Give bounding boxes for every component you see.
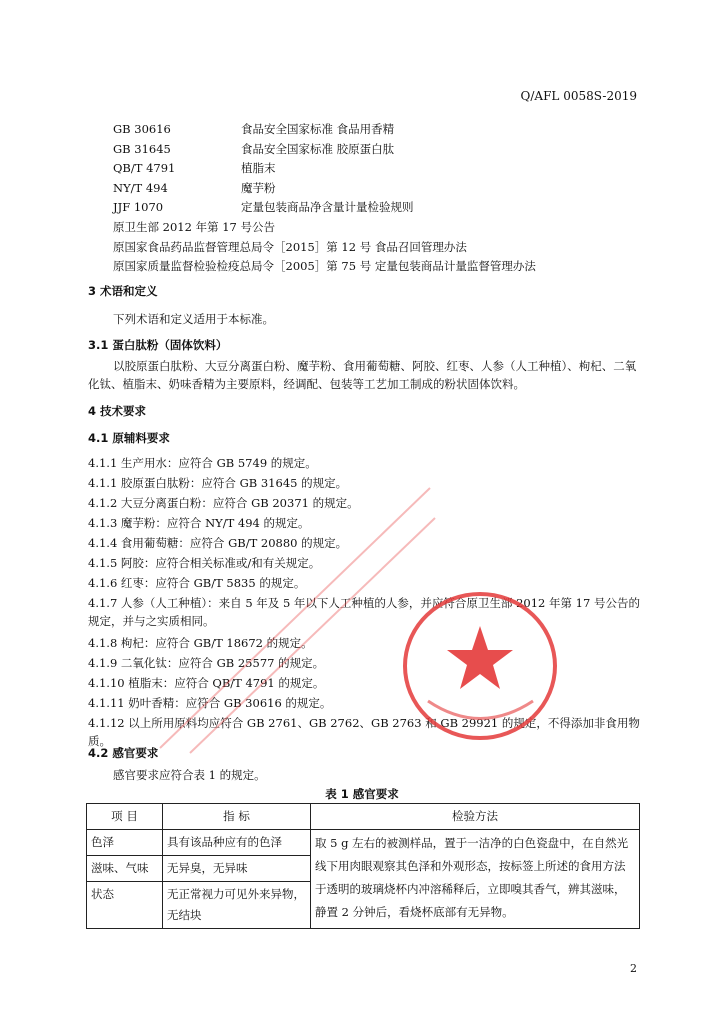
list-item: 4.1.5 阿胶：应符合相关标准或/和有关规定。 (88, 556, 321, 570)
reference-row: 原国家食品药品监督管理总局令［2015］第 12 号 食品召回管理办法 (113, 239, 467, 254)
list-item: 4.1.12 以上所用原料均应符合 GB 2761、GB 2762、GB 2763 和 GB 29921 的规定，不得添加非食用物质。 (88, 716, 640, 748)
table-cell: 无正常视力可见外来异物，无结块 (163, 882, 311, 929)
section-3-intro: 下列术语和定义适用于本标准。 (113, 312, 274, 326)
column-header: 指 标 (163, 804, 311, 830)
list-item: 4.1.11 奶叶香精：应符合 GB 30616 的规定。 (88, 696, 332, 710)
table-cell: 滋味、气味 (87, 856, 163, 882)
reference-row: GB 30616 食品安全国家标准 食品用香精 (113, 122, 395, 136)
table-cell: 状态 (87, 882, 163, 929)
list-item: 4.1.8 枸杞：应符合 GB/T 18672 的规定。 (88, 636, 313, 650)
section-4-1-heading: 4.1 原辅料要求 (88, 431, 170, 445)
section-4-2-heading: 4.2 感官要求 (88, 746, 159, 760)
table-cell: 无异臭，无异味 (163, 856, 311, 882)
column-header: 检验方法 (311, 804, 640, 830)
watermark-stamp (150, 478, 440, 758)
table-cell: 色泽 (87, 830, 163, 856)
table-header-row (87, 804, 640, 830)
reference-row: NY/T 494 魔芋粉 (113, 180, 276, 195)
normative-references (113, 120, 536, 277)
column-header: 项 目 (87, 804, 163, 830)
company-seal (398, 586, 563, 746)
table-cell: 具有该品种应有的色泽 (163, 830, 311, 856)
document-code: Q/AFL 0058S-2019 (520, 89, 637, 103)
test-method-cell: 取 5 g 左右的被测样品，置于一洁净的白色瓷盘中，在自然光线下用肉眼观察其色泽和外观形态，按标签上所述的食用方法于透明的玻璃烧杯内冲溶稀释后，立即嗅其香气，辨其滋味，静置 2 分钟后，看烧杯底部有无异物。 (311, 830, 640, 929)
reference-row: 原国家质量监督检验检疫总局令［2005］第 75 号 定量包装商品计量监督管理办法 (113, 259, 536, 274)
list-item: 4.1.2 大豆分离蛋白粉：应符合 GB 20371 的规定。 (88, 496, 359, 510)
table-row (87, 830, 640, 856)
section-4-heading: 4 技术要求 (88, 404, 147, 418)
section-3-heading: 3 术语和定义 (88, 284, 158, 298)
page-number: 2 (630, 962, 637, 975)
reference-row: 原卫生部 2012 年第 17 号公告 (113, 219, 276, 234)
list-item: 4.1.10 植脂末：应符合 QB/T 4791 的规定。 (88, 676, 325, 690)
list-item: 4.1.7 人参（人工种植）：来自 5 年及 5 年以下人工种植的人参，并应符合原卫生部 2012 年第 17 号公告的规定，并与之实质相同。 (88, 596, 640, 628)
list-item: 4.1.1 生产用水：应符合 GB 5749 的规定。 (88, 456, 317, 470)
reference-row: JJF 1070 定量包装商品净含量计量检验规则 (113, 200, 414, 215)
list-item: 4.1.9 二氧化钛：应符合 GB 25577 的规定。 (88, 656, 325, 670)
section-4-2-intro: 感官要求应符合表 1 的规定。 (113, 768, 266, 782)
list-item: 4.1.3 魔芋粉：应符合 NY/T 494 的规定。 (88, 516, 310, 530)
reference-row: GB 31645 食品安全国家标准 胶原蛋白肽 (113, 141, 395, 156)
list-item: 4.1.6 红枣：应符合 GB/T 5835 的规定。 (88, 576, 306, 590)
reference-row: QB/T 4791 植脂末 (113, 161, 276, 176)
section-3-1-body: 以胶原蛋白肽粉、大豆分离蛋白粉、魔芋粉、食用葡萄糖、阿胶、红枣、人参（人工种植）、枸杞、二氧化钛、植脂末、奶味香精为主要原料，经调配、包装等工艺加工制成的粉状固体饮料。 (88, 359, 637, 391)
table-caption: 表 1 感官要求 (325, 787, 399, 801)
list-item: 4.1.4 食用葡萄糖：应符合 GB/T 20880 的规定。 (88, 536, 348, 550)
sensory-requirements-table (86, 803, 640, 929)
list-item: 4.1.1 胶原蛋白肽粉：应符合 GB 31645 的规定。 (88, 476, 348, 490)
section-3-1-heading: 3.1 蛋白肽粉（固体饮料） (88, 338, 228, 352)
